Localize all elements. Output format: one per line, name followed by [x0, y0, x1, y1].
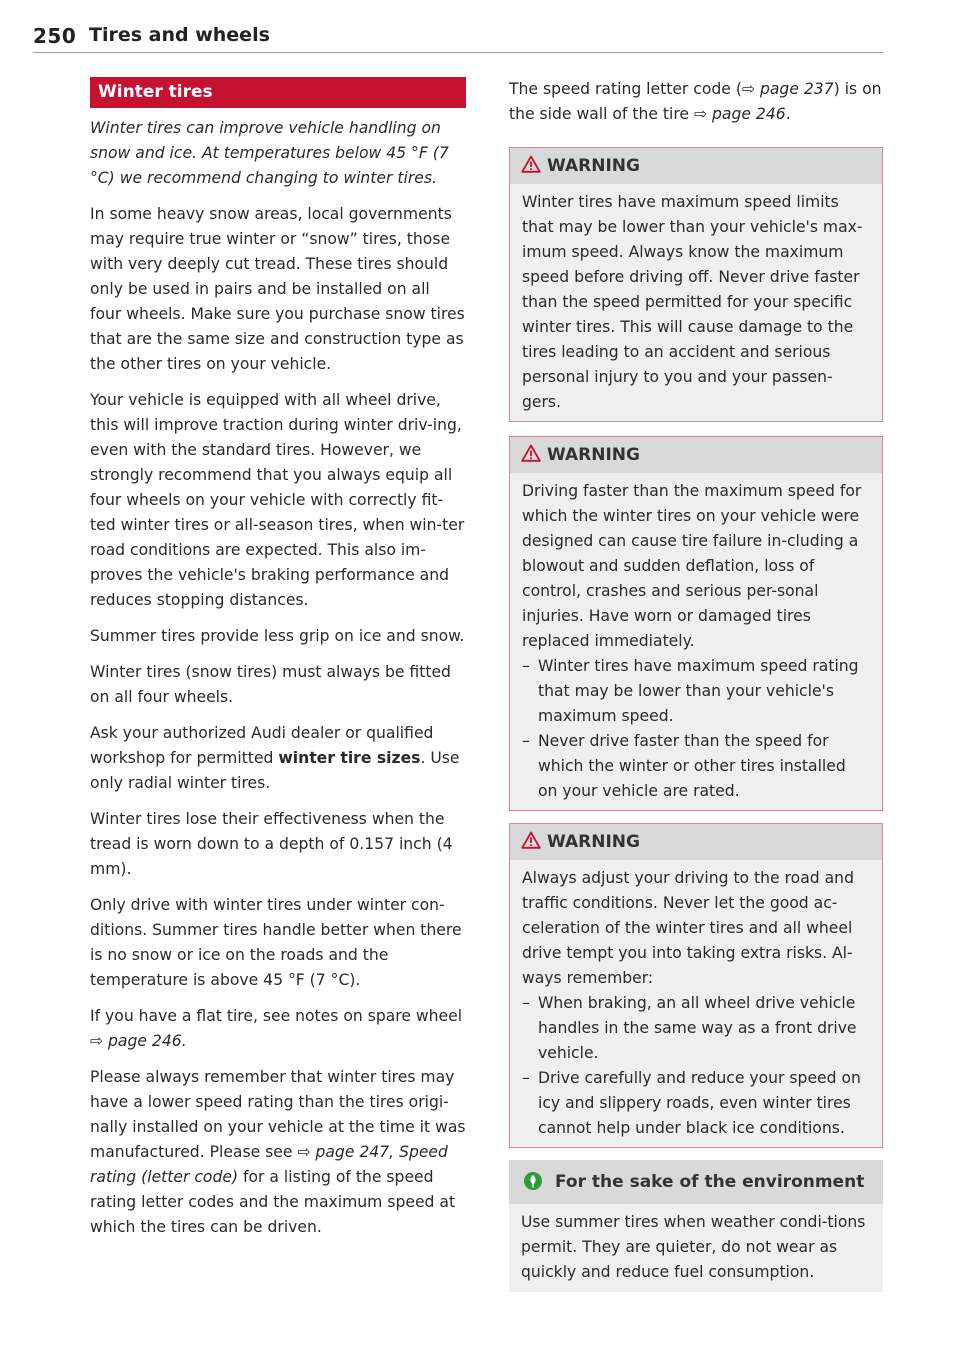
environment-box [509, 1160, 883, 1292]
chapter-title: Tires and wheels [89, 24, 270, 46]
page-header [33, 24, 883, 52]
list-item: – Never drive faster than the speed for which the winter or other tires installed on your vehicle are rated. [522, 729, 870, 804]
section-title: Winter tires [90, 77, 466, 108]
page-link[interactable]: ⇨ page 246. [90, 1032, 187, 1050]
intro-paragraph: Winter tires can improve vehicle handling on snow and ice. At temperatures below 45 °F (7 °C) we recommend changing to winter tires. [90, 119, 449, 187]
warning-header: WARNING [510, 437, 882, 473]
paragraph-winter-conditions: Only drive with winter tires under winter con-ditions. Summer tires handle better when there is no snow or ice on the roads and the temperature is above 45 °F (7 °C). [90, 896, 462, 989]
left-column [90, 77, 466, 1240]
warning-text: Always adjust your driving to the road and traffic conditions. Never let the good ac-celeration of the winter tires and all wheel drive tempt you into taking extra risks. Al-ways remember: [522, 869, 854, 987]
warning-text: Driving faster than the maximum speed for which the winter tires on your vehicle were designed can cause tire failure in-cluding a blowout and sudden deflation, loss of control, crashes and serious per-sonal injuries. Have worn or damaged tires replaced immediately. [522, 482, 862, 650]
paragraph-speed-rating: Please always remember that winter tires may have a lower speed rating than the tires origi-nally installed on your vehicle at the time it was manufactured. Please see ⇨ page 247, Speed rating (letter code) for a listing of the speed rating letter codes and the maximum speed at which the tires can be driven. [90, 1068, 466, 1236]
page-link[interactable]: ⇨ page 237 [741, 80, 834, 98]
warning-text: Winter tires have maximum speed limits that may be lower than your vehicle's max-imum speed. Always know the maximum speed before driving off. Never drive faster than the speed permitted for your specific winter tires. This will cause damage to the tires leading to an accident and serious personal injury to you and your passen-gers. [522, 193, 863, 411]
warning-box [509, 823, 883, 1148]
warning-box [509, 436, 883, 811]
warning-box [509, 147, 883, 422]
warning-header: WARNING [510, 824, 882, 860]
warning-triangle-icon [521, 831, 541, 849]
page-link[interactable]: ⇨ page 247, Speed rating (letter code) [90, 1143, 448, 1186]
page-number: 250 [33, 24, 77, 48]
environment-header: For the sake of the environment [509, 1160, 883, 1204]
environment-text: Use summer tires when weather condi-tions permit. They are quieter, do not wear as quickly and reduce fuel consumption. [521, 1213, 866, 1281]
paragraph-summer-tires: Summer tires provide less grip on ice and snow. [90, 627, 465, 645]
paragraph-all-wheel-drive: Your vehicle is equipped with all wheel drive, this will improve traction during winter driv-ing, even with the standard tires. However, we strongly recommend that you always equip all four wheels on your vehicle with correctly fit-ted winter tires or all-season tires, when win-ter road conditions are expected. This also im-proves the vehicle's braking performance and reduces stopping distances. [90, 391, 465, 609]
warning-list [522, 654, 870, 804]
environment-leaf-icon [523, 1171, 543, 1191]
speed-code-paragraph: The speed rating letter code (⇨ page 237) is on the side wall of the tire ⇨ page 246. [509, 80, 882, 123]
paragraph-snow-areas: In some heavy snow areas, local governments may require true winter or “snow” tires, those with very deeply cut tread. These tires should only be used in pairs and be installed on all four wheels. Make sure you purchase snow tires that are the same size and construction type as the other tires on your vehicle. [90, 205, 465, 373]
page-link[interactable]: ⇨ page 246 [694, 105, 786, 123]
paragraph-flat-tire: If you have a flat tire, see notes on spare wheel ⇨ page 246. [90, 1007, 463, 1050]
warning-list [522, 991, 870, 1141]
paragraph-tire-sizes: Ask your authorized Audi dealer or qualified workshop for permitted winter tire sizes. Use only radial winter tires. [90, 724, 460, 792]
list-item: – Winter tires have maximum speed rating that may be lower than your vehicle's maximum speed. [522, 654, 870, 729]
paragraph-four-wheels: Winter tires (snow tires) must always be fitted on all four wheels. [90, 663, 451, 706]
paragraph-tread-depth: Winter tires lose their effectiveness when the tread is worn down to a depth of 0.157 inch (4 mm). [90, 810, 453, 878]
list-item: – Drive carefully and reduce your speed on icy and slippery roads, even winter tires cannot help under black ice conditions. [522, 1066, 870, 1141]
warning-triangle-icon [521, 444, 541, 462]
header-divider [33, 52, 883, 53]
warning-triangle-icon [521, 155, 541, 173]
list-item: – When braking, an all wheel drive vehicle handles in the same way as a front drive vehicle. [522, 991, 870, 1066]
warning-header: WARNING [510, 148, 882, 184]
right-column [509, 77, 883, 1292]
